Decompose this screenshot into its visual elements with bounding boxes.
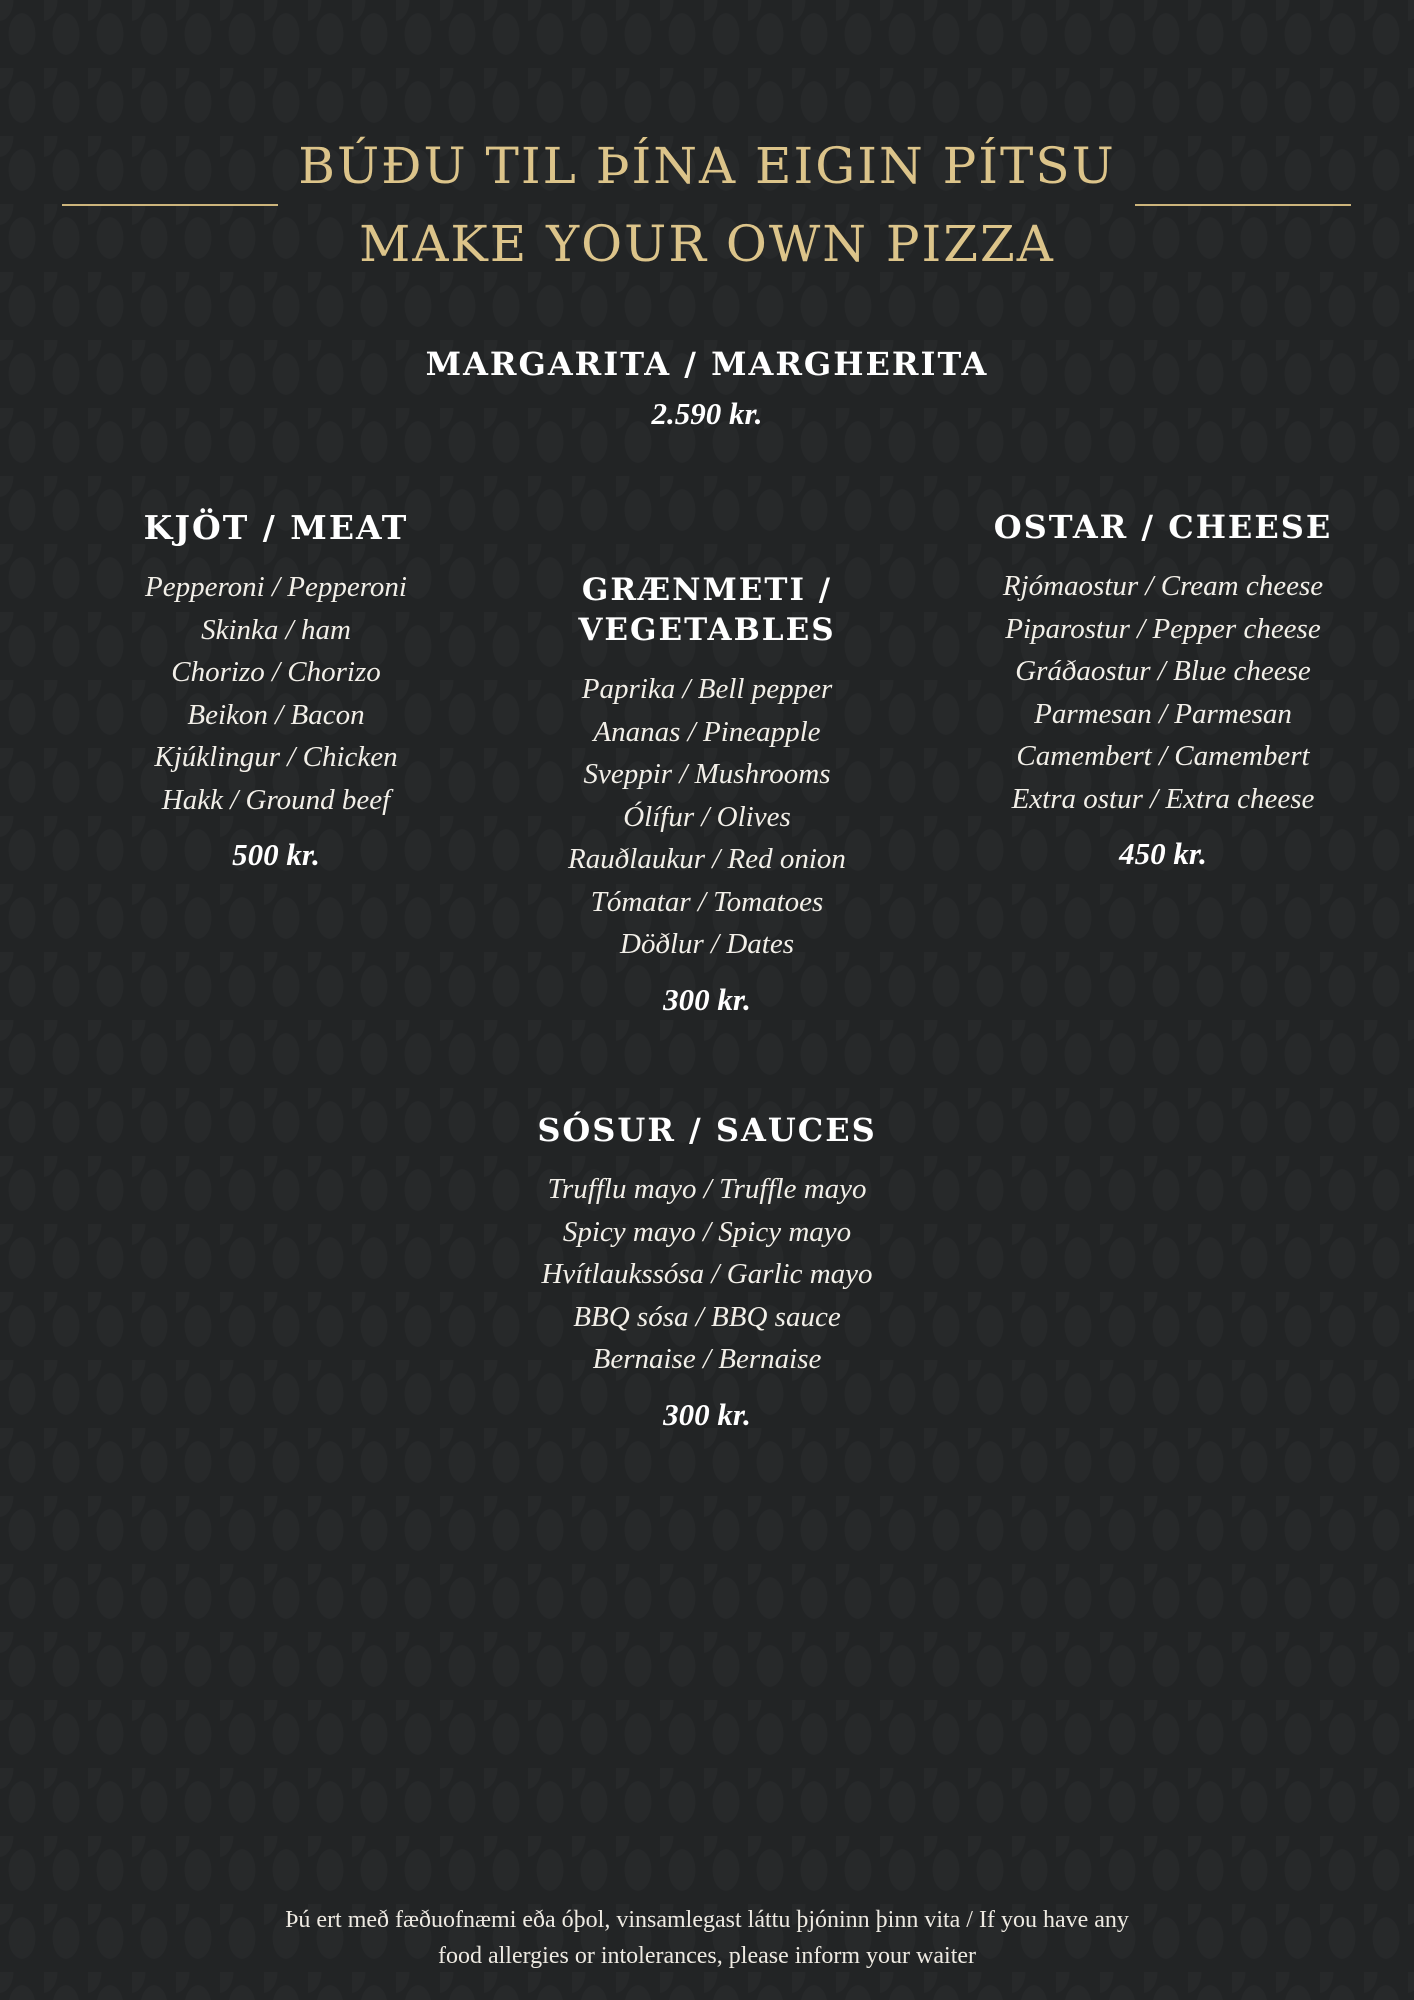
list-item: Piparostur / Pepper cheese [1005,612,1321,645]
margherita-section [0,344,1414,434]
list-item: Beikon / Bacon [187,698,365,731]
cheese-price: 450 kr. [1119,836,1207,871]
page-title-english: MAKE YOUR OWN PIZZA [359,215,1055,273]
meat-section [106,508,446,875]
list-item: Trufflu mayo / Truffle mayo [547,1173,867,1205]
allergy-notice [207,1902,1207,1974]
cheese-list [983,565,1343,820]
list-item: Skinka / ham [201,613,351,646]
list-item: Rauðlaukur / Red onion [568,843,846,875]
list-item: Bernaise / Bernaise [592,1343,822,1375]
list-item: Kjúklingur / Chicken [154,741,398,773]
list-item: Hvítlaukssósa / Garlic mayo [541,1258,873,1290]
list-item: Camembert / Camembert [1016,740,1310,772]
list-item: Spicy mayo / Spicy mayo [562,1215,852,1248]
allergy-notice-line-2: food allergies or intolerances, please inform your waiter [437,1943,977,1969]
vegetables-price: 300 kr. [663,981,751,1017]
page-title-icelandic: BÚÐU TIL ÞÍNA EIGIN PÍTSU [298,137,1116,195]
sauces-price: 300 kr. [663,1396,751,1432]
sauces-list [457,1168,957,1381]
list-item: BBQ sósa / BBQ sauce [573,1300,841,1333]
cheese-heading: OSTAR / CHEESE [993,508,1333,546]
list-item: Sveppir / Mushrooms [583,758,831,790]
vegetables-list [457,668,957,966]
allergy-notice-line-1: Þú ert með fæðuofnæmi eða óþol, vinsamlegast láttu þjóninn þinn vita / If you have any [285,1907,1129,1933]
meat-list [106,566,446,821]
list-item: Parmesan / Parmesan [1034,697,1292,730]
list-item: Gráðaostur / Blue cheese [1015,655,1311,687]
list-item: Extra ostur / Extra cheese [1011,782,1315,815]
sauces-section [457,1110,957,1435]
list-item: Tómatar / Tomatoes [590,885,824,918]
vegetables-section [457,570,957,1020]
list-item: Pepperoni / Pepperoni [144,571,407,603]
left-divider-line [62,204,278,206]
list-item: Paprika / Bell pepper [581,673,833,705]
meat-heading: KJÖT / MEAT [143,508,409,547]
right-divider-line [1135,204,1351,206]
list-item: Ólífur / Olives [623,800,791,833]
margherita-heading: MARGARITA / MARGHERITA [425,345,989,383]
cheese-section [983,507,1343,874]
meat-price: 500 kr. [232,837,320,872]
list-item: Hakk / Ground beef [161,783,391,816]
sauces-heading: SÓSUR / SAUCES [537,1111,877,1149]
list-item: Rjómaostur / Cream cheese [1002,570,1324,602]
vegetables-heading: GRÆNMETI / VEGETABLES [578,572,836,648]
list-item: Chorizo / Chorizo [171,656,381,688]
list-item: Ananas / Pineapple [593,715,821,748]
margherita-price: 2.590 kr. [651,396,763,431]
list-item: Döðlur / Dates [620,928,794,960]
